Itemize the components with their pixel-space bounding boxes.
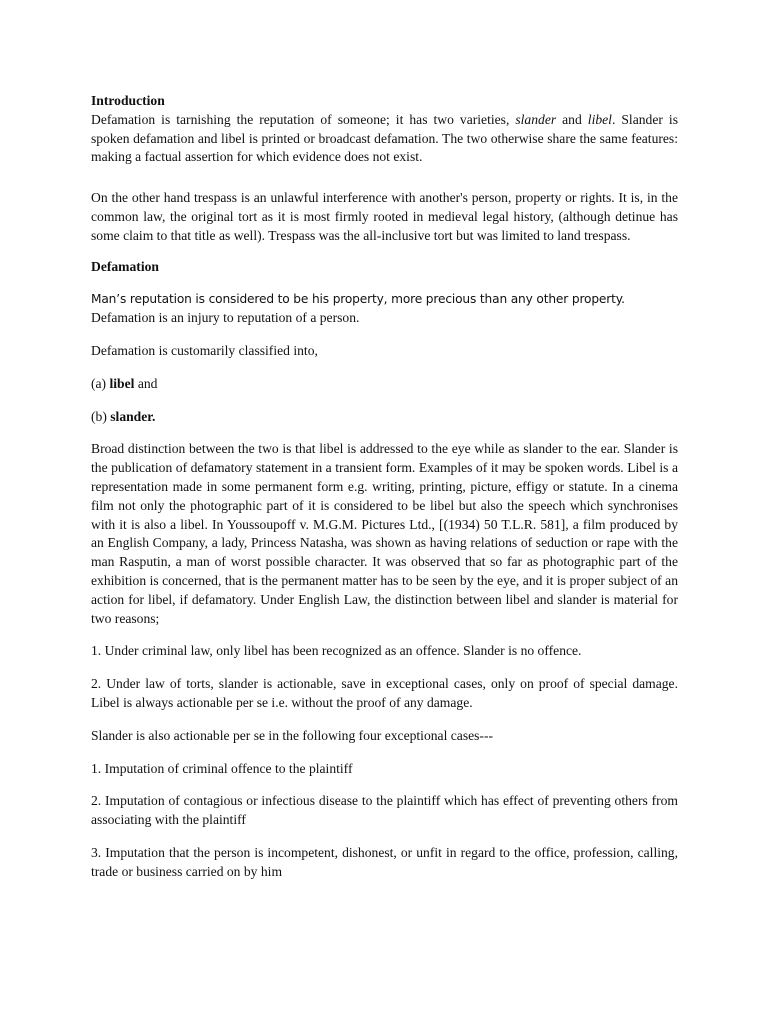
exception-case-2: 2. Imputation of contagious or infectious disease to the plaintiff which has effect of preventing others from associating with the plaintiff [91, 793, 678, 828]
defamation-heading: Defamation [91, 258, 159, 274]
intro-p1-and: and [556, 111, 588, 127]
exception-case-1: 1. Imputation of criminal offence to the plaintiff [91, 760, 353, 776]
document-page [91, 92, 678, 882]
item-b-term: slander. [110, 408, 156, 424]
defamation-paragraph-1 [91, 290, 678, 328]
term-libel: libel [587, 111, 612, 127]
item-a-suffix: and [134, 375, 158, 391]
list-item-libel [91, 375, 678, 394]
intro-p1-text-a: Defamation is tarnishing the reputation of someone; it has two varieties, [91, 111, 516, 127]
intro-paragraph-1 [91, 111, 678, 167]
item-a-prefix: (a) [91, 375, 110, 391]
list-item-slander [91, 408, 678, 427]
introduction-heading: Introduction [91, 93, 165, 108]
defamation-paragraph-2: Defamation is customarily classified into, [91, 342, 318, 358]
defamation-p1-line-2: Defamation is an injury to reputation of a person. [91, 310, 360, 326]
intro-paragraph-2: On the other hand trespass is an unlawful interference with another's person, property or rights. It is, in the common law, the original tort as it is most firmly rooted in medieval legal history, (although detinue has some claim to that title as well). Trespass was the all-inclusive tort but was limited to land trespass. [91, 190, 678, 243]
reason-1: 1. Under criminal law, only libel has been recognized as an offence. Slander is no offence. [91, 643, 582, 659]
defamation-p1-line-1: Man’s reputation is considered to be his property, more precious than any other property. [91, 292, 625, 307]
exception-case-3: 3. Imputation that the person is incompetent, dishonest, or unfit in regard to the office, profession, calling, trade or business carried on by him [91, 844, 678, 879]
reason-2: 2. Under law of torts, slander is actionable, save in exceptional cases, only on proof of special damage. Libel is always actionable per se i.e. without the proof of any damage. [91, 676, 678, 710]
defamation-paragraph-4: Slander is also actionable per se in the following four exceptional cases--- [91, 727, 494, 743]
intro-p1-text-b: . Slander is spoken defamation and libel is printed or broadcast defamation. The two otherwise share the same features: making a factual assertion for which evidence does not exist. [91, 111, 678, 165]
item-a-term: libel [109, 375, 135, 391]
item-b-prefix: (b) [91, 408, 111, 424]
term-slander: slander [515, 111, 557, 127]
defamation-paragraph-3: Broad distinction between the two is that libel is addressed to the eye while as slander to the ear. Slander is the publication of defamatory statement in a transient form. Examples of it may be spoken words. Libel is a representation made in some permanent form e.g. writing, printing, picture, effigy or statute. In a cinema film not only the photographic part of it is considered to be libel but also the speech which synchronises with it is also a libel. In Youssoupoff v. M.G.M. Pictures Ltd., [(1934) 50 T.L.R. 581], a film produced by an English Company, a lady, Princess Natasha, was shown as having relations of seduction or rape with the man Rasputin, a man of worst possible character. It was observed that so far as photographic part of the exhibition is concerned, that is the permanent matter has to be seen by the eye, and it is proper subject of an action for libel, if defamatory. Under English Law, the distinction between libel and slander is material for two reasons; [91, 441, 678, 626]
